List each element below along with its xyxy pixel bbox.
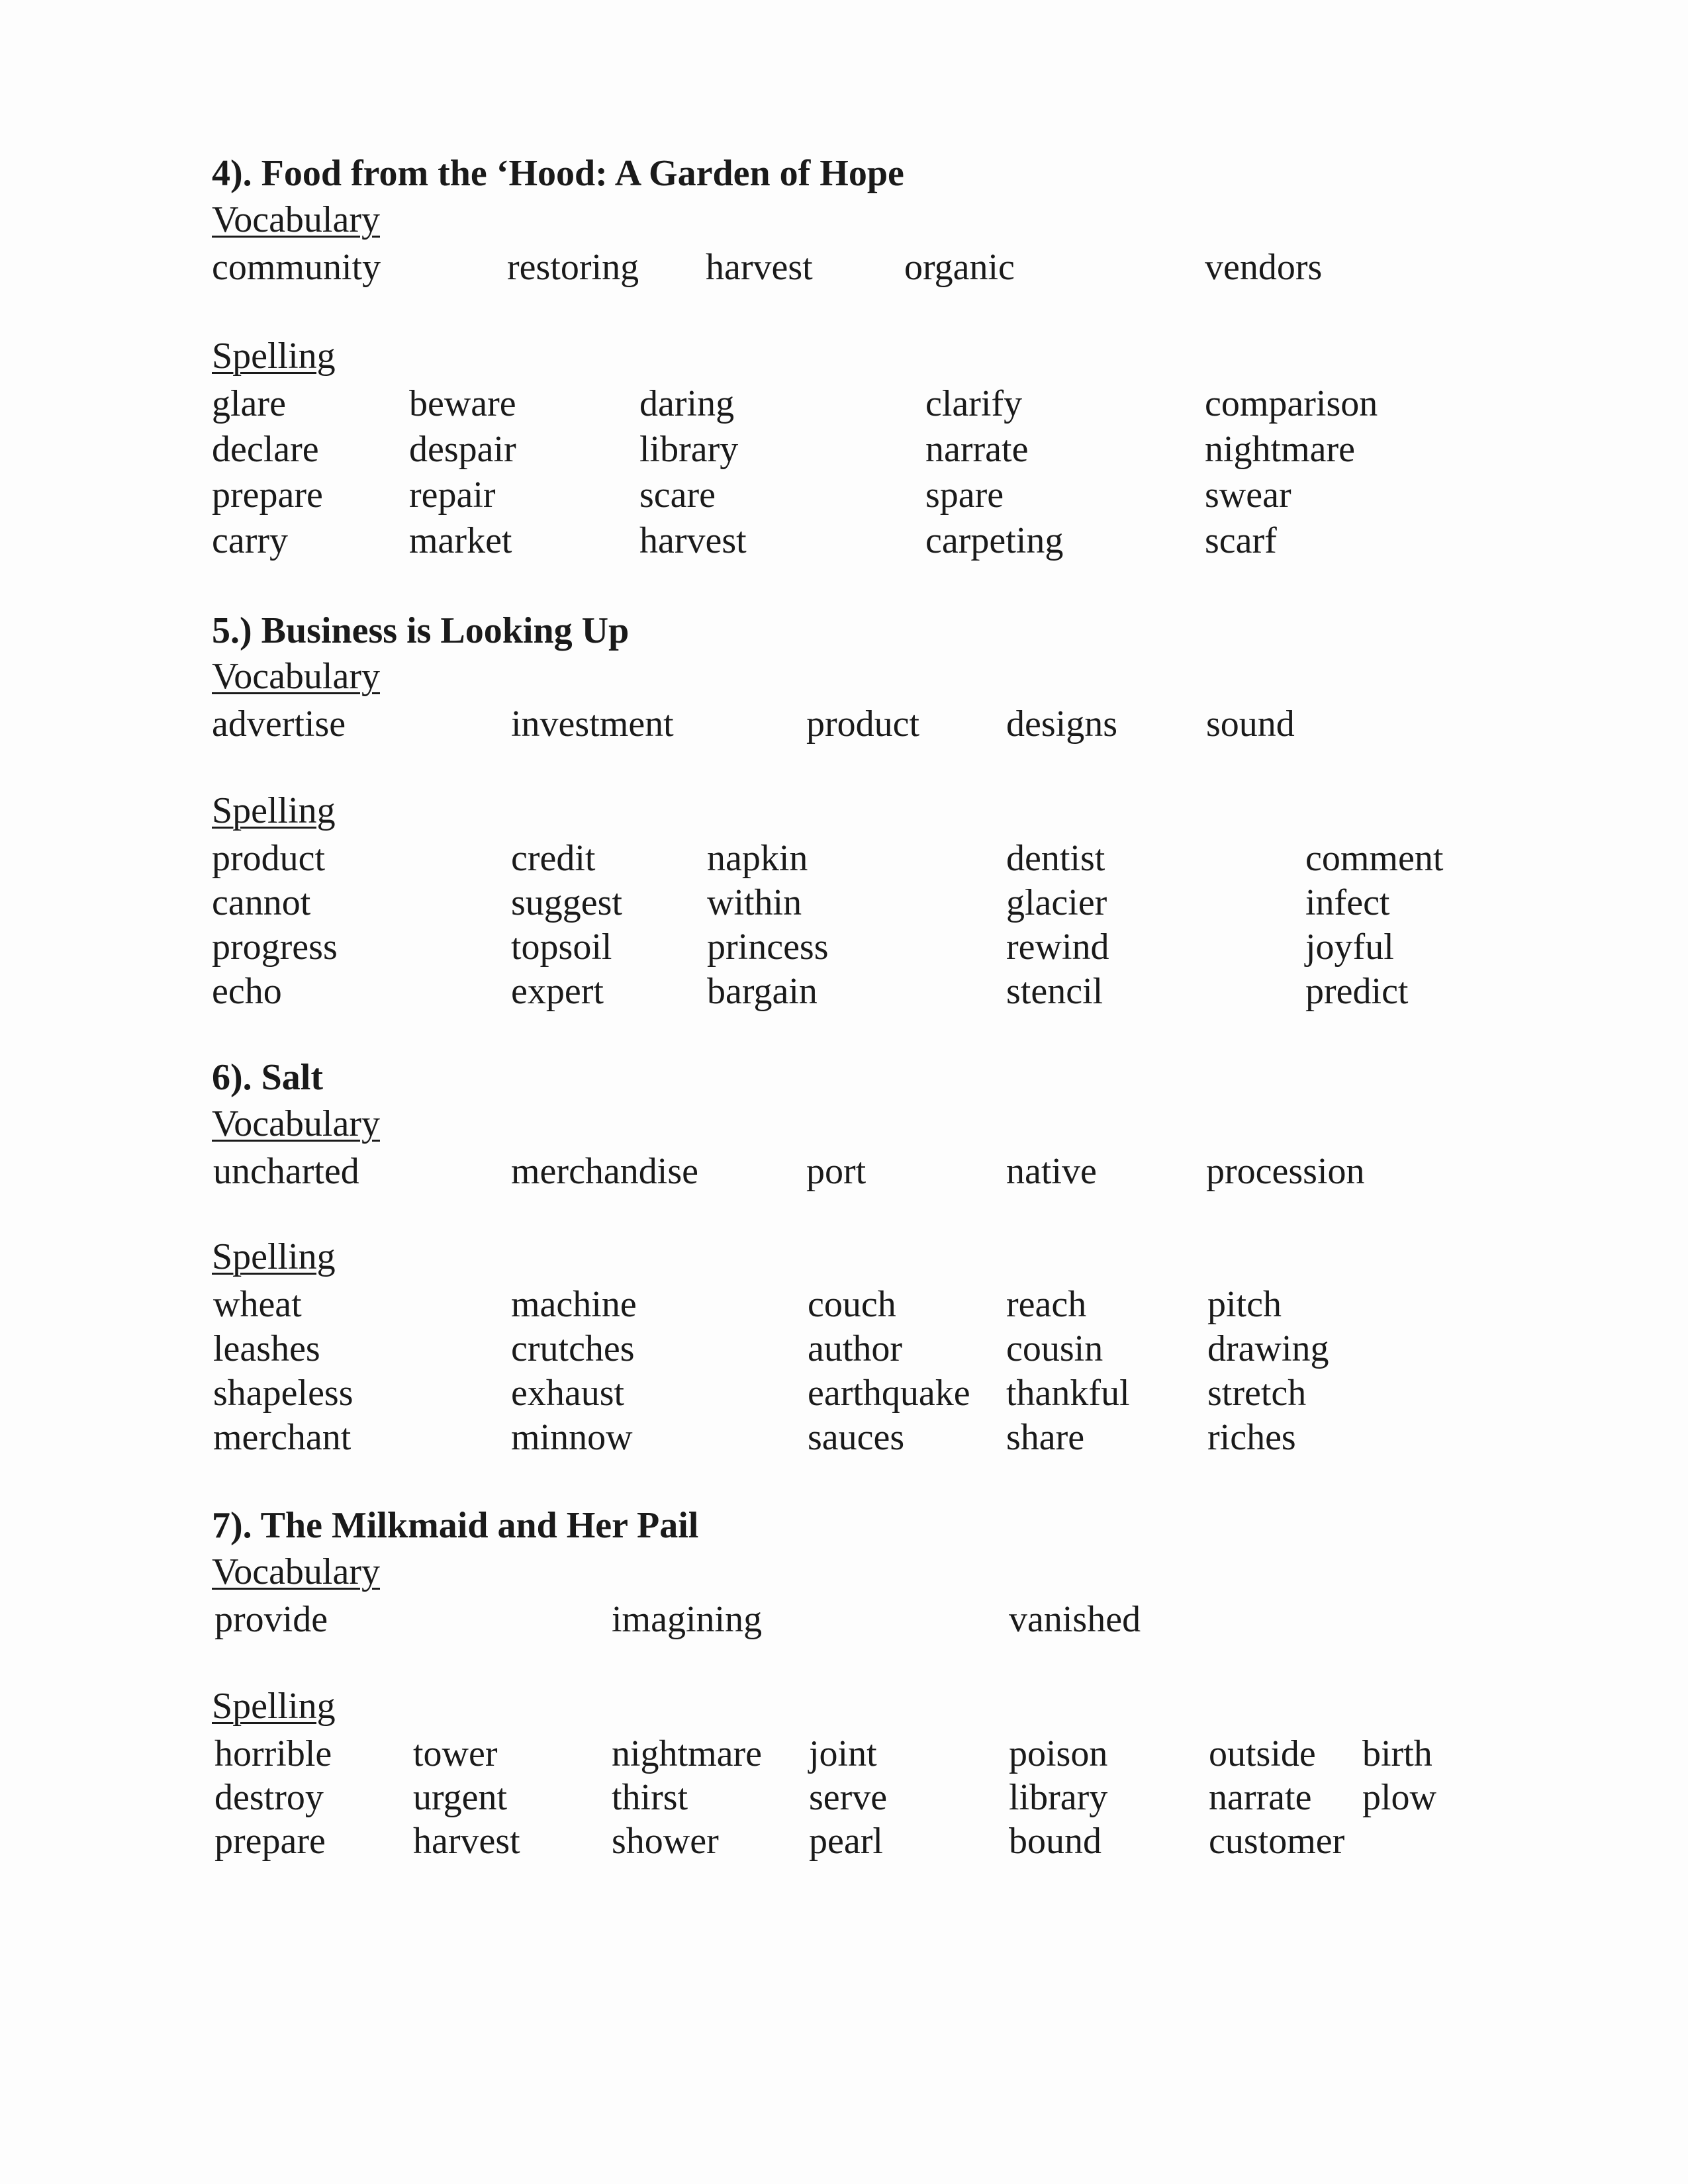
spelling-word: customer bbox=[1209, 1821, 1345, 1862]
spelling-word: riches bbox=[1207, 1417, 1296, 1458]
spelling-word: suggest bbox=[511, 882, 622, 923]
spelling-word: thirst bbox=[612, 1777, 688, 1818]
spelling-label: Spelling bbox=[212, 790, 336, 831]
spelling-word: exhaust bbox=[511, 1373, 625, 1414]
spelling-word: harvest bbox=[413, 1821, 520, 1862]
vocabulary-word: vanished bbox=[1009, 1599, 1141, 1640]
spelling-word: library bbox=[1009, 1777, 1108, 1818]
spelling-word: serve bbox=[809, 1777, 888, 1818]
vocabulary-word: organic bbox=[904, 247, 1015, 288]
spelling-label: Spelling bbox=[212, 1236, 336, 1277]
vocabulary-word: advertise bbox=[212, 704, 346, 745]
spelling-word: daring bbox=[639, 383, 735, 424]
spelling-word: spare bbox=[925, 475, 1004, 516]
vocabulary-word: sound bbox=[1206, 704, 1295, 745]
vocabulary-word: provide bbox=[214, 1599, 328, 1640]
spelling-word: despair bbox=[409, 429, 516, 470]
vocabulary-word: community bbox=[212, 247, 381, 288]
spelling-word: napkin bbox=[707, 838, 808, 879]
spelling-word: minnow bbox=[511, 1417, 633, 1458]
spelling-word: rewind bbox=[1006, 927, 1109, 968]
spelling-label: Spelling bbox=[212, 1686, 336, 1727]
spelling-word: declare bbox=[212, 429, 319, 470]
spelling-word: library bbox=[639, 429, 739, 470]
spelling-word: bargain bbox=[707, 971, 818, 1012]
spelling-word: comparison bbox=[1205, 383, 1378, 424]
vocabulary-word: harvest bbox=[706, 247, 813, 288]
spelling-word: sauces bbox=[808, 1417, 905, 1458]
vocabulary-word: product bbox=[806, 704, 920, 745]
section-title: 5.) Business is Looking Up bbox=[212, 610, 630, 651]
vocabulary-label: Vocabulary bbox=[212, 199, 380, 240]
spelling-word: poison bbox=[1009, 1733, 1108, 1774]
spelling-word: thankful bbox=[1006, 1373, 1130, 1414]
spelling-word: joint bbox=[809, 1733, 877, 1774]
spelling-word: drawing bbox=[1207, 1328, 1329, 1369]
spelling-word: market bbox=[409, 520, 512, 561]
spelling-word: topsoil bbox=[511, 927, 612, 968]
spelling-word: shower bbox=[612, 1821, 719, 1862]
vocabulary-word: merchandise bbox=[511, 1151, 698, 1192]
spelling-word: credit bbox=[511, 838, 596, 879]
vocabulary-word: designs bbox=[1006, 704, 1117, 745]
spelling-word: pearl bbox=[809, 1821, 883, 1862]
spelling-word: echo bbox=[212, 971, 282, 1012]
spelling-word: reach bbox=[1006, 1284, 1087, 1325]
spelling-word: scarf bbox=[1205, 520, 1277, 561]
spelling-word: progress bbox=[212, 927, 338, 968]
spelling-word: harvest bbox=[639, 520, 747, 561]
spelling-word: shapeless bbox=[213, 1373, 353, 1414]
spelling-word: nightmare bbox=[1205, 429, 1356, 470]
spelling-word: stencil bbox=[1006, 971, 1103, 1012]
vocabulary-word: investment bbox=[511, 704, 674, 745]
spelling-word: earthquake bbox=[808, 1373, 970, 1414]
spelling-word: swear bbox=[1205, 475, 1291, 516]
spelling-word: outside bbox=[1209, 1733, 1316, 1774]
vocabulary-word: uncharted bbox=[213, 1151, 359, 1192]
spelling-word: infect bbox=[1305, 882, 1390, 923]
section-title: 7). The Milkmaid and Her Pail bbox=[212, 1505, 699, 1546]
spelling-word: plow bbox=[1362, 1777, 1436, 1818]
spelling-word: bound bbox=[1009, 1821, 1102, 1862]
vocabulary-word: restoring bbox=[507, 247, 639, 288]
vocabulary-word: port bbox=[806, 1151, 867, 1192]
vocabulary-word: procession bbox=[1206, 1151, 1365, 1192]
spelling-word: pitch bbox=[1207, 1284, 1282, 1325]
spelling-word: cannot bbox=[212, 882, 311, 923]
spelling-word: share bbox=[1006, 1417, 1085, 1458]
spelling-word: clarify bbox=[925, 383, 1023, 424]
spelling-word: tower bbox=[413, 1733, 498, 1774]
section-title: 4). Food from the ‘Hood: A Garden of Hope bbox=[212, 153, 904, 194]
spelling-word: couch bbox=[808, 1284, 896, 1325]
spelling-word: expert bbox=[511, 971, 604, 1012]
spelling-word: carpeting bbox=[925, 520, 1064, 561]
spelling-word: nightmare bbox=[612, 1733, 763, 1774]
spelling-word: crutches bbox=[511, 1328, 635, 1369]
spelling-word: wheat bbox=[213, 1284, 302, 1325]
vocabulary-word: native bbox=[1006, 1151, 1097, 1192]
section-title: 6). Salt bbox=[212, 1057, 323, 1098]
spelling-word: stretch bbox=[1207, 1373, 1307, 1414]
vocabulary-label: Vocabulary bbox=[212, 1103, 380, 1144]
spelling-word: narrate bbox=[925, 429, 1029, 470]
vocabulary-label: Vocabulary bbox=[212, 1551, 380, 1592]
spelling-word: cousin bbox=[1006, 1328, 1103, 1369]
spelling-word: machine bbox=[511, 1284, 637, 1325]
spelling-word: scare bbox=[639, 475, 716, 516]
spelling-word: dentist bbox=[1006, 838, 1105, 879]
vocabulary-label: Vocabulary bbox=[212, 656, 380, 697]
spelling-word: comment bbox=[1305, 838, 1444, 879]
spelling-word: prepare bbox=[212, 475, 323, 516]
spelling-word: within bbox=[707, 882, 802, 923]
spelling-word: predict bbox=[1305, 971, 1409, 1012]
spelling-word: carry bbox=[212, 520, 289, 561]
spelling-word: merchant bbox=[213, 1417, 352, 1458]
spelling-word: destroy bbox=[214, 1777, 324, 1818]
spelling-word: prepare bbox=[214, 1821, 326, 1862]
spelling-word: princess bbox=[707, 927, 829, 968]
spelling-word: joyful bbox=[1305, 927, 1394, 968]
spelling-word: repair bbox=[409, 475, 496, 516]
vocabulary-word: imagining bbox=[612, 1599, 763, 1640]
spelling-word: product bbox=[212, 838, 326, 879]
spelling-word: horrible bbox=[214, 1733, 332, 1774]
spelling-word: leashes bbox=[213, 1328, 320, 1369]
spelling-word: birth bbox=[1362, 1733, 1432, 1774]
spelling-word: beware bbox=[409, 383, 516, 424]
spelling-word: glare bbox=[212, 383, 286, 424]
spelling-word: author bbox=[808, 1328, 903, 1369]
spelling-label: Spelling bbox=[212, 336, 336, 377]
spelling-word: glacier bbox=[1006, 882, 1107, 923]
spelling-word: narrate bbox=[1209, 1777, 1312, 1818]
spelling-word: urgent bbox=[413, 1777, 508, 1818]
vocabulary-word: vendors bbox=[1205, 247, 1323, 288]
